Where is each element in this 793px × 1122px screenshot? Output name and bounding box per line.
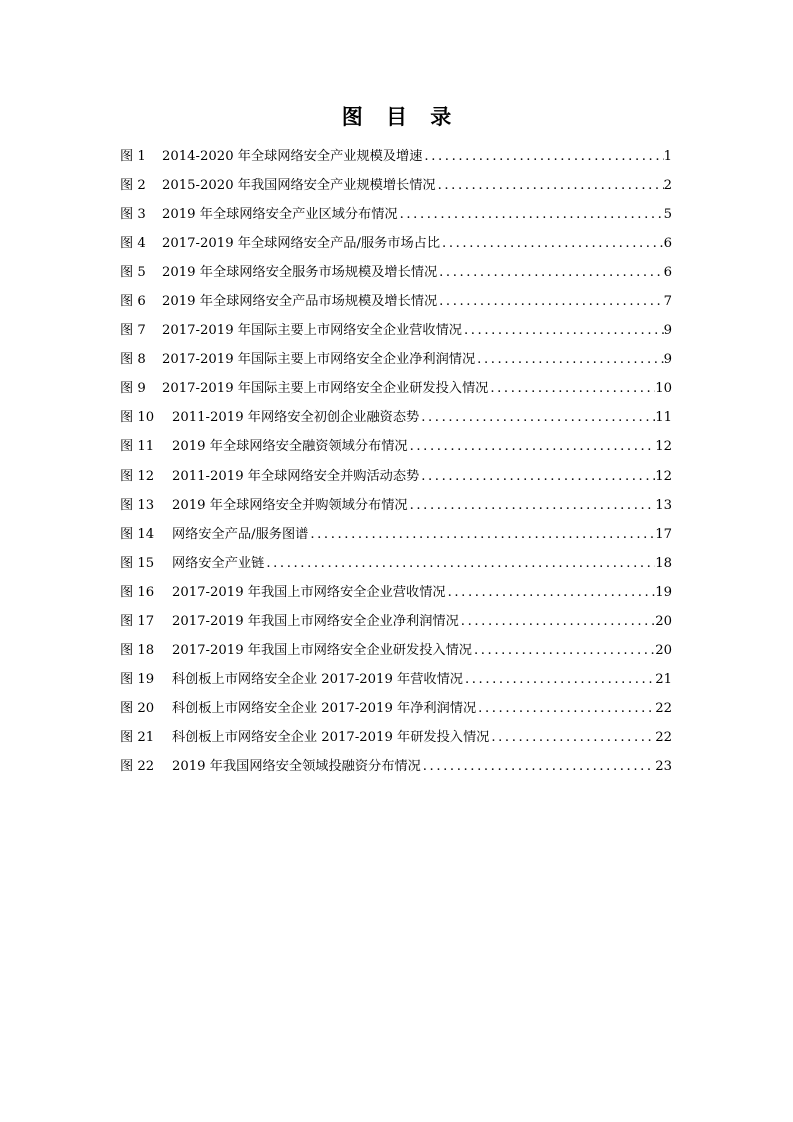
- toc-entry-title: 科创板上市网络安全企业 2017-2019 年营收情况: [172, 671, 463, 687]
- toc-entry[interactable]: [120, 316, 672, 345]
- toc-title: 图 目 录: [341, 105, 460, 129]
- toc-entry-page: 20: [655, 613, 672, 629]
- toc-entry-title: 2019 年全球网络安全产品市场规模及增长情况: [162, 294, 438, 310]
- toc-entry-page: 22: [655, 729, 672, 745]
- toc-entry[interactable]: [120, 578, 672, 607]
- toc-entry-number: 图 19: [120, 671, 155, 687]
- toc-entry-page: 21: [655, 671, 672, 687]
- toc-entry[interactable]: [120, 723, 672, 752]
- toc-entry[interactable]: [120, 694, 672, 723]
- toc-entry-page: 1: [663, 149, 672, 164]
- toc-entry[interactable]: [120, 607, 672, 636]
- toc-entry-title: 2019 年全球网络安全并购领域分布情况: [172, 497, 408, 513]
- toc-entry-page: 12: [655, 468, 672, 484]
- toc-entry-title: 2017-2019 年国际主要上市网络安全企业净利润情况: [162, 352, 476, 368]
- toc-entry-page: 13: [655, 497, 672, 513]
- toc-dot-leader: [437, 287, 663, 316]
- toc-entry-number: 图 7: [120, 323, 146, 339]
- toc-entry-number: 图 4: [120, 236, 146, 252]
- toc-entry-title: 2017-2019 年国际主要上市网络安全企业营收情况: [162, 323, 462, 339]
- toc-dot-leader: [421, 752, 655, 781]
- toc-dot-leader: [264, 549, 655, 578]
- toc-entry-number: 图 15: [120, 555, 155, 571]
- toc-dot-leader: [408, 491, 656, 520]
- toc-entry-page: 20: [655, 642, 672, 658]
- toc-dot-leader: [476, 694, 655, 723]
- toc-list: [120, 142, 672, 781]
- toc-entry-number: 图 17: [120, 613, 155, 629]
- toc-entry-number: 图 1: [120, 149, 146, 164]
- toc-dot-leader: [419, 462, 655, 491]
- toc-entry[interactable]: [120, 491, 672, 520]
- toc-entry-page: 12: [655, 439, 672, 455]
- toc-dot-leader: [446, 578, 656, 607]
- toc-dot-leader: [308, 520, 655, 549]
- toc-entry-number: 图 6: [120, 294, 146, 310]
- toc-entry-title: 2011-2019 年网络安全初创企业融资态势: [172, 410, 420, 426]
- toc-entry-number: 图 12: [120, 468, 155, 484]
- toc-entry-number: 图 13: [120, 497, 155, 513]
- toc-dot-leader: [398, 200, 664, 229]
- toc-dot-leader: [408, 432, 656, 461]
- toc-entry-page: 6: [663, 265, 672, 281]
- toc-entry-page: 18: [655, 555, 672, 571]
- toc-entry-number: 图 2: [120, 178, 146, 194]
- toc-entry-title: 网络安全产品/服务图谱: [172, 526, 309, 542]
- toc-entry-page: 17: [655, 526, 672, 542]
- toc-entry-page: 11: [655, 410, 672, 426]
- toc-dot-leader: [459, 607, 655, 636]
- toc-entry-number: 图 18: [120, 642, 155, 658]
- toc-entry[interactable]: [120, 665, 672, 694]
- toc-dot-leader: [422, 142, 663, 171]
- toc-entry-title: 2019 年全球网络安全融资领域分布情况: [172, 439, 408, 455]
- toc-entry[interactable]: [120, 171, 672, 200]
- toc-dot-leader: [440, 229, 664, 258]
- toc-entry-title: 2017-2019 年我国上市网络安全企业净利润情况: [172, 613, 459, 629]
- toc-dot-leader: [489, 723, 655, 752]
- toc-entry[interactable]: [120, 549, 672, 578]
- toc-dot-leader: [472, 636, 655, 665]
- toc-dot-leader: [419, 403, 655, 432]
- toc-entry-title: 2017-2019 年国际主要上市网络安全企业研发投入情况: [162, 381, 489, 397]
- toc-entry-number: 图 20: [120, 700, 155, 716]
- toc-entry-number: 图 21: [120, 729, 155, 745]
- toc-entry-page: 22: [655, 700, 672, 716]
- toc-entry[interactable]: [120, 520, 672, 549]
- toc-dot-leader: [463, 665, 655, 694]
- toc-entry-title: 2017-2019 年我国上市网络安全企业营收情况: [172, 584, 446, 600]
- toc-dot-leader: [462, 316, 664, 345]
- toc-entry[interactable]: [120, 200, 672, 229]
- toc-entry[interactable]: [120, 229, 672, 258]
- toc-entry-number: 图 5: [120, 265, 146, 281]
- toc-entry[interactable]: [120, 258, 672, 287]
- toc-entry-page: 6: [663, 236, 672, 252]
- toc-entry-number: 图 22: [120, 758, 155, 774]
- toc-dot-leader: [436, 171, 664, 200]
- toc-entry-number: 图 3: [120, 207, 146, 223]
- toc-entry-title: 2011-2019 年全球网络安全并购活动态势: [172, 468, 420, 484]
- toc-entry[interactable]: [120, 142, 672, 171]
- toc-entry-page: 7: [663, 294, 672, 310]
- toc-entry-page: 2: [663, 178, 672, 194]
- toc-entry-number: 图 16: [120, 584, 155, 600]
- toc-entry-title: 2017-2019 年我国上市网络安全企业研发投入情况: [172, 642, 472, 658]
- toc-entry-page: 23: [655, 758, 672, 774]
- toc-entry-page: 9: [663, 323, 672, 339]
- toc-entry[interactable]: [120, 403, 672, 432]
- toc-entry-title: 2017-2019 年全球网络安全产品/服务市场占比: [162, 236, 441, 252]
- toc-entry-page: 19: [655, 584, 672, 600]
- toc-entry-number: 图 10: [120, 410, 155, 426]
- toc-dot-leader: [475, 345, 663, 374]
- toc-entry-title: 科创板上市网络安全企业 2017-2019 年研发投入情况: [172, 729, 490, 745]
- toc-entry[interactable]: [120, 752, 672, 781]
- toc-entry-title: 网络安全产业链: [172, 555, 265, 571]
- toc-entry[interactable]: [120, 462, 672, 491]
- toc-entry-number: 图 8: [120, 352, 146, 368]
- toc-entry[interactable]: [120, 432, 672, 461]
- toc-entry-title: 2014-2020 年全球网络安全产业规模及增速: [162, 149, 423, 164]
- toc-entry-title: 2019 年我国网络安全领域投融资分布情况: [172, 758, 421, 774]
- toc-entry-number: 图 11: [120, 439, 155, 455]
- toc-entry[interactable]: [120, 287, 672, 316]
- toc-dot-leader: [437, 258, 663, 287]
- toc-entry-title: 2015-2020 年我国网络安全产业规模增长情况: [162, 178, 436, 194]
- toc-entry-number: 图 9: [120, 381, 146, 397]
- toc-entry[interactable]: [120, 374, 672, 403]
- toc-entry-page: 10: [655, 381, 672, 397]
- toc-entry-number: 图 14: [120, 526, 155, 542]
- toc-entry-title: 2019 年全球网络安全产业区域分布情况: [162, 207, 398, 223]
- toc-entry-page: 5: [663, 207, 672, 223]
- toc-entry-title: 2019 年全球网络安全服务市场规模及增长情况: [162, 265, 438, 281]
- toc-entry-title: 科创板上市网络安全企业 2017-2019 年净利润情况: [172, 700, 477, 716]
- toc-dot-leader: [488, 374, 655, 403]
- toc-entry-page: 9: [663, 352, 672, 368]
- toc-entry[interactable]: [120, 345, 672, 374]
- toc-entry[interactable]: [120, 636, 672, 665]
